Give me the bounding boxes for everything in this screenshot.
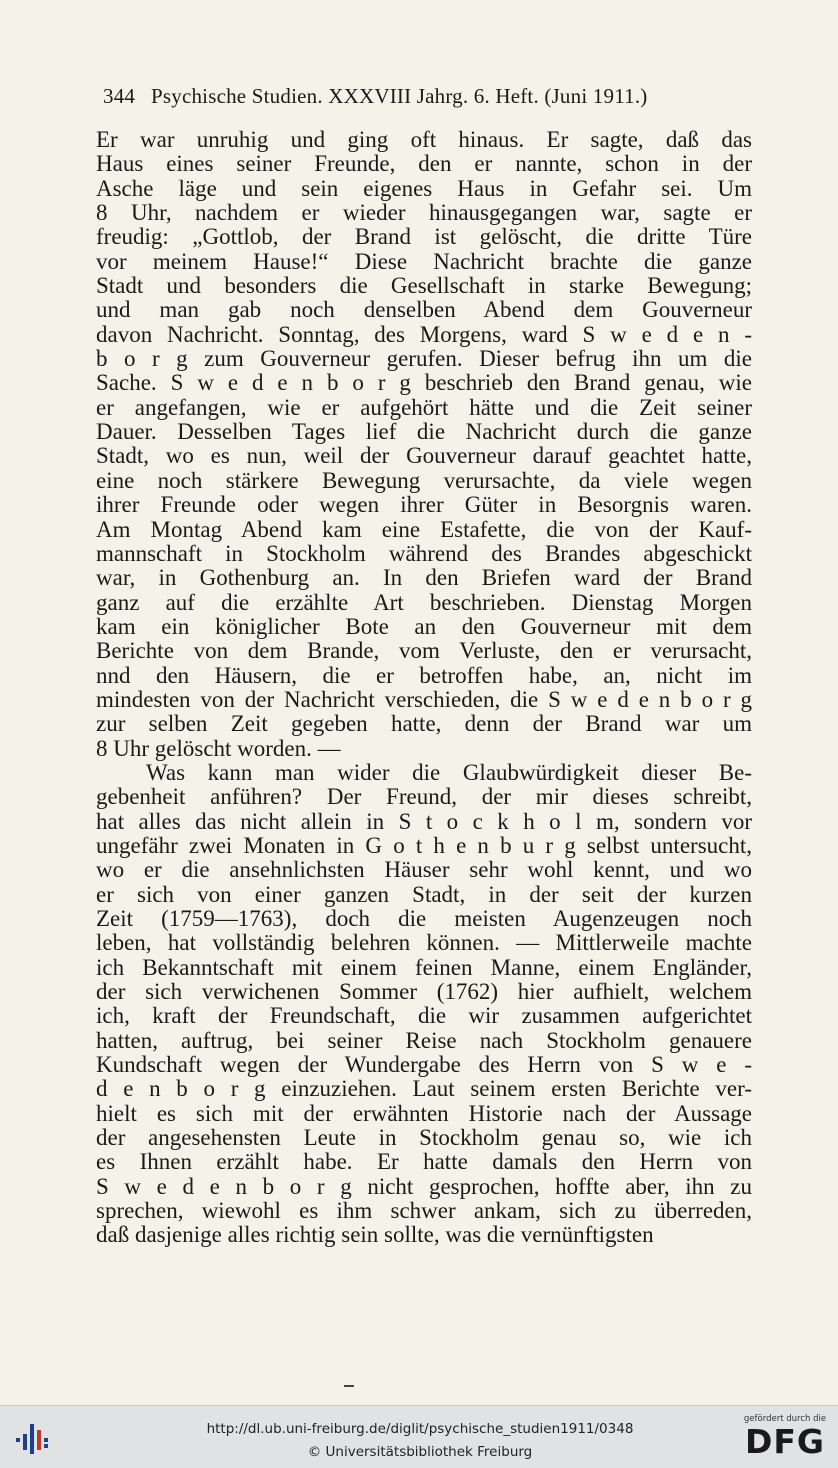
text-line: zur selben Zeit gegeben hatte, denn der Brand war um bbox=[96, 711, 752, 737]
text-line: hatten, auftrug, bei seiner Reise nach Stockholm genauere bbox=[96, 1027, 752, 1053]
text-line: mindesten von der Nachricht verschieden, die S w e d e n b o r g bbox=[96, 686, 752, 712]
copyright-text: © Universitätsbibliothek Freiburg bbox=[307, 1444, 533, 1460]
text-line: 8 Uhr, nachdem er wieder hinausgegangen war, sagte er bbox=[96, 200, 752, 226]
page-mark bbox=[344, 1385, 354, 1387]
text-line: leben, hat vollständig belehren können. — Mittlerweile machte bbox=[96, 930, 752, 956]
text-line: sprechen, wiewohl es ihm schwer ankam, sich zu überreden, bbox=[96, 1198, 752, 1224]
text-line: Haus eines seiner Freunde, den er nannte, schon in der bbox=[96, 151, 752, 177]
text-line: der sich verwichenen Sommer (1762) hier aufhielt, welchem bbox=[96, 979, 752, 1005]
running-header bbox=[103, 84, 755, 109]
text-line: ich, kraft der Freundschaft, die wir zusammen aufgerichtet bbox=[96, 1003, 752, 1029]
text-line: Zeit (1759—1763), doch die meisten Augenzeugen noch bbox=[96, 906, 752, 931]
text-line: daß dasjenige alles richtig sein sollte, was die vernünftigsten bbox=[96, 1222, 654, 1248]
source-url-link[interactable]: http://dl.ub.uni-freiburg.de/diglit/psychische_studien1911/0348 bbox=[206, 1421, 634, 1437]
text-line: kam ein königlicher Bote an den Gouverneur mit dem bbox=[96, 613, 752, 639]
text-line: hat alles das nicht allein in S t o c k h o l m, sondern vor bbox=[96, 808, 752, 834]
page-number: 344 bbox=[103, 84, 136, 108]
text-line: d e n b o r g einzuziehen. Laut seinem ersten Berichte ver- bbox=[96, 1076, 752, 1102]
text-line: Kundschaft wegen der Wundergabe des Herrn von S w e - bbox=[96, 1052, 752, 1078]
running-title: Psychische Studien. XXXVIII Jahrg. 6. Heft. (Juni 1911.) bbox=[151, 84, 648, 108]
text-line: ganz auf die erzählte Art beschrieben. Dienstag Morgen bbox=[96, 589, 752, 615]
text-line: Sache. S w e d e n b o r g beschrieb den Brand genau, wie bbox=[96, 370, 752, 396]
text-line: S w e d e n b o r g nicht gesprochen, hoffte aber, ihn zu bbox=[96, 1173, 752, 1199]
text-line: b o r g zum Gouverneur gerufen. Dieser befrug ihn um die bbox=[96, 346, 752, 372]
text-line: Er war unruhig und ging oft hinaus. Er sagte, daß das bbox=[96, 127, 752, 152]
text-line: und man gab noch denselben Abend dem Gouverneur bbox=[96, 297, 752, 323]
text-line: Am Montag Abend kam eine Estafette, die von der Kauf- bbox=[96, 516, 752, 542]
text-line: Asche läge und sein eigenes Haus in Gefahr sei. Um bbox=[96, 175, 752, 201]
text-line: hielt es sich mit der erwähnten Historie nach der Aussage bbox=[96, 1100, 752, 1126]
text-line: eine noch stärkere Bewegung verursachte, da viele wegen bbox=[96, 467, 752, 493]
text-line: freudig: „Gottlob, der Brand ist gelöscht, die dritte Türe bbox=[96, 224, 752, 250]
text-line: ungefähr zwei Monaten in G o t h e n b u r g selbst untersucht, bbox=[96, 832, 752, 858]
text-line: war, in Gothenburg an. In den Briefen ward der Brand bbox=[96, 565, 752, 591]
text-line: vor meinem Hause!“ Diese Nachricht brachte die ganze bbox=[96, 248, 752, 274]
text-line: Dauer. Desselben Tages lief die Nachricht durch die ganze bbox=[96, 419, 752, 445]
text-line: nnd den Häusern, die er betroffen habe, an, nicht im bbox=[96, 662, 752, 688]
text-line: Berichte von dem Brande, vom Verluste, den er verursacht, bbox=[96, 638, 752, 664]
text-line: er sich von einer ganzen Stadt, in der seit der kurzen bbox=[96, 881, 752, 907]
text-line: Stadt, wo es nun, weil der Gouverneur darauf geachtet hatte, bbox=[96, 443, 752, 469]
viewer-footer bbox=[0, 1405, 838, 1468]
ub-freiburg-logo-icon[interactable] bbox=[14, 1420, 54, 1456]
text-line: mannschaft in Stockholm während des Brandes abgeschickt bbox=[96, 540, 752, 566]
text-line: es Ihnen erzählt habe. Er hatte damals den Herrn von bbox=[96, 1149, 752, 1175]
body-text bbox=[96, 128, 752, 1248]
text-line: Stadt und besonders die Gesellschaft in starke Bewegung; bbox=[96, 273, 752, 299]
text-line: davon Nachricht. Sonntag, des Morgens, ward S w e d e n - bbox=[96, 321, 752, 347]
text-line: ihrer Freunde oder wegen ihrer Güter in Besorgnis waren. bbox=[96, 492, 752, 518]
text-line: 8 Uhr gelöscht worden. — bbox=[96, 735, 341, 761]
text-line: wo er die ansehnlichsten Häuser sehr wohl kennt, und wo bbox=[96, 857, 752, 883]
text-line: gebenheit anführen? Der Freund, der mir dieses schreibt, bbox=[96, 784, 752, 810]
dfg-logo[interactable] bbox=[740, 1414, 830, 1464]
dfg-wordmark: DFG bbox=[744, 1422, 826, 1461]
text-line: ich Bekanntschaft mit einem feinen Manne, einem Engländer, bbox=[96, 954, 752, 980]
text-line: Was kann man wider die Glaubwürdigkeit dieser Be- bbox=[146, 759, 752, 785]
text-line: der angesehensten Leute in Stockholm genau so, wie ich bbox=[96, 1125, 752, 1151]
dfg-funded-label: gefördert durch die bbox=[743, 1414, 827, 1424]
text-line: er angefangen, wie er aufgehört hätte und die Zeit seiner bbox=[96, 394, 752, 420]
